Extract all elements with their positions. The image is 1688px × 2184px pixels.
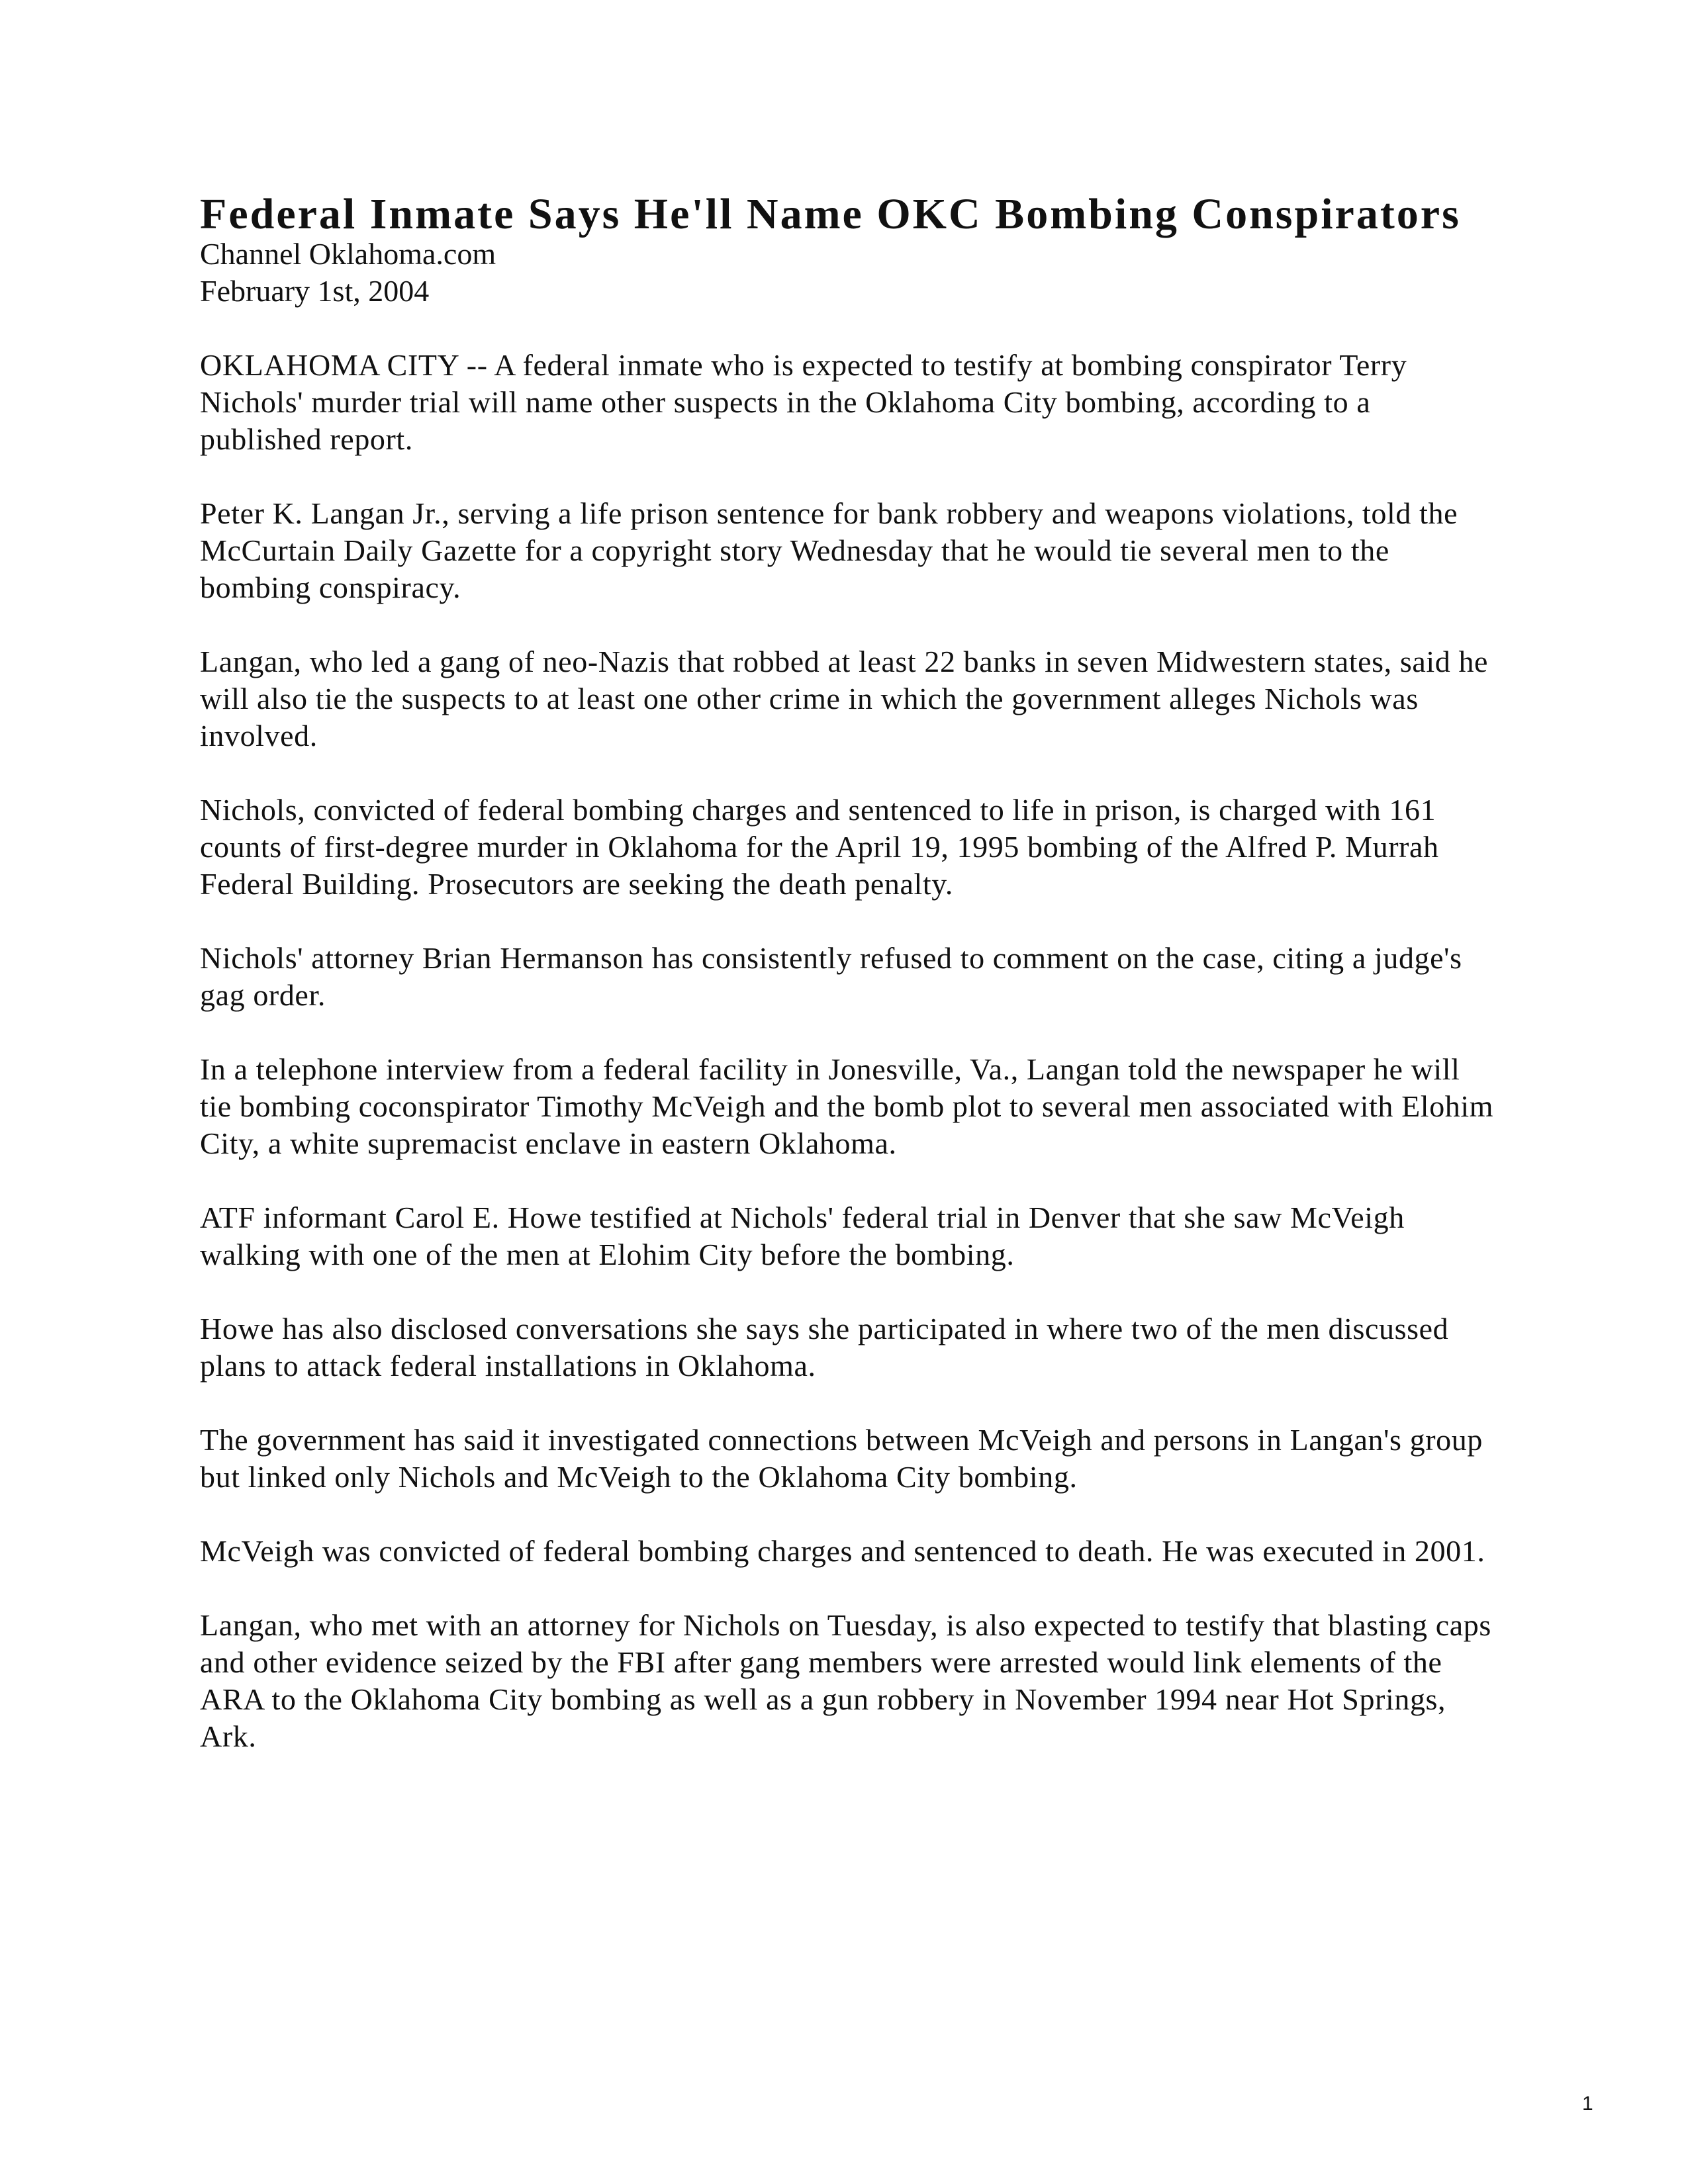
page-number: 1 bbox=[1582, 2093, 1593, 2115]
paragraph: Howe has also disclosed conversations she says she participated in where two of the men discussed plans to attack federal installations in Oklahoma. bbox=[200, 1312, 1449, 1383]
paragraph: Nichols, convicted of federal bombing charges and sentenced to life in prison, is charged with 161 counts of first-degree murder in Oklahoma for the April 19, 1995 bombing of the Alfred P. Murrah Federal Building. Prosecutors are seeking the death penalty. bbox=[200, 793, 1439, 901]
article-body bbox=[200, 347, 1497, 1755]
paragraph: Peter K. Langan Jr., serving a life prison sentence for bank robbery and weapons violations, told the McCurtain Daily Gazette for a copyright story Wednesday that he would tie several men to the bombing conspiracy. bbox=[200, 496, 1458, 604]
paragraph: Langan, who met with an attorney for Nichols on Tuesday, is also expected to testify that blasting caps and other evidence seized by the FBI after gang members were arrested would link elements of the ARA to the Oklahoma City bombing as well as a gun robbery in November 1994 near Hot Springs, Ark. bbox=[200, 1608, 1491, 1753]
paragraph: In a telephone interview from a federal facility in Jonesville, Va., Langan told the newspaper he will tie bombing coconspirator Timothy McVeigh and the bomb plot to several men associated with Elohim City, a white supremacist enclave in eastern Oklahoma. bbox=[200, 1052, 1494, 1160]
article-title: Federal Inmate Says He'll Name OKC Bombing Conspirators bbox=[200, 190, 1461, 238]
paragraph: McVeigh was convicted of federal bombing charges and sentenced to death. He was executed in 2001. bbox=[200, 1534, 1485, 1568]
paragraph: ATF informant Carol E. Howe testified at Nichols' federal trial in Denver that she saw McVeigh walking with one of the men at Elohim City before the bombing. bbox=[200, 1201, 1405, 1271]
paragraph: OKLAHOMA CITY -- A federal inmate who is expected to testify at bombing conspirator Terry Nichols' murder trial will name other suspects in the Oklahoma City bombing, according to a published report. bbox=[200, 348, 1407, 456]
paragraph: Nichols' attorney Brian Hermanson has consistently refused to comment on the case, citing a judge's gag order. bbox=[200, 941, 1462, 1012]
article-date: February 1st, 2004 bbox=[200, 274, 430, 308]
paragraph: Langan, who led a gang of neo-Nazis that robbed at least 22 banks in seven Midwestern states, said he will also tie the suspects to at least one other crime in which the government alleges Nichols was involved. bbox=[200, 645, 1489, 752]
paragraph: The government has said it investigated connections between McVeigh and persons in Langan's group but linked only Nichols and McVeigh to the Oklahoma City bombing. bbox=[200, 1423, 1483, 1494]
document-page bbox=[200, 190, 1497, 1792]
article-source: Channel Oklahoma.com bbox=[200, 237, 496, 271]
